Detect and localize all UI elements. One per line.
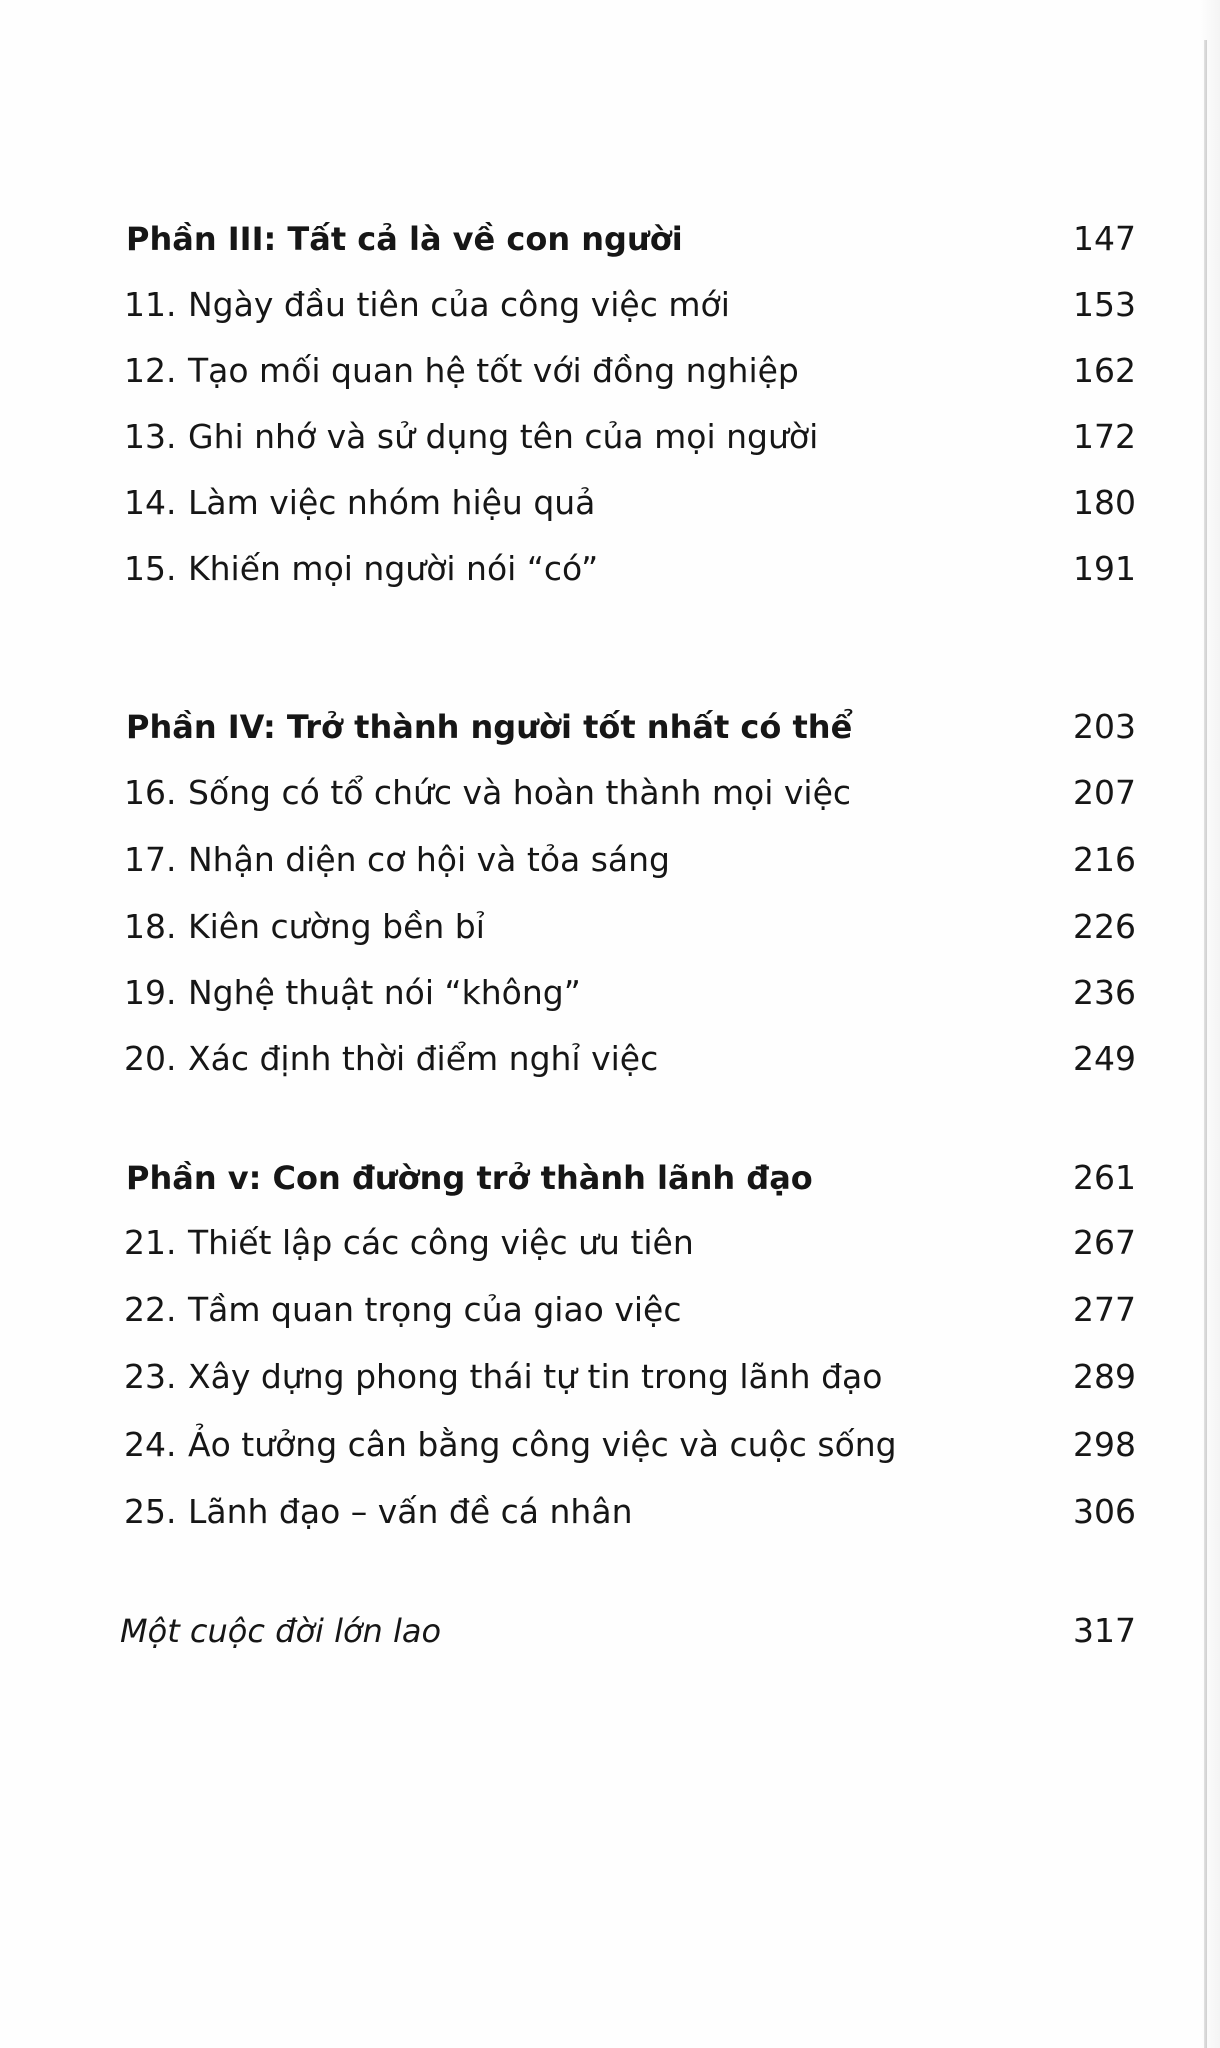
- toc-entry: [0, 478, 1220, 528]
- chapter-number: 21.: [124, 1223, 177, 1262]
- part-title: Phần III: Tất cả là về con người: [126, 220, 683, 258]
- chapter-title: Khiến mọi người nói “có”: [188, 549, 599, 588]
- chapter-title: Ghi nhớ và sử dụng tên của mọi người: [188, 417, 819, 456]
- chapter-number: 17.: [124, 840, 177, 879]
- page-number: 267: [1073, 1223, 1136, 1262]
- page-number: 249: [1073, 1039, 1136, 1078]
- toc-entry: [0, 1034, 1220, 1084]
- toc-entry: [0, 544, 1220, 594]
- chapter-title: Ngày đầu tiên của công việc mới: [188, 285, 730, 324]
- toc-entry: [0, 412, 1220, 462]
- page-number: 236: [1073, 973, 1136, 1012]
- toc-entry: [0, 902, 1220, 952]
- page-number: 162: [1073, 351, 1136, 390]
- chapter-number: 23.: [124, 1357, 177, 1396]
- chapter-title: Tạo mối quan hệ tốt với đồng nghiệp: [188, 351, 799, 390]
- chapter-title: Nhận diện cơ hội và tỏa sáng: [188, 840, 670, 879]
- page-number: 147: [1073, 219, 1136, 258]
- part-title: Phần v: Con đường trở thành lãnh đạo: [126, 1159, 813, 1197]
- toc-entry: [0, 1487, 1220, 1537]
- page-number: 277: [1073, 1290, 1136, 1329]
- page-number: 226: [1073, 907, 1136, 946]
- toc-entry: [0, 1352, 1220, 1402]
- chapter-title: Ảo tưởng cân bằng công việc và cuộc sống: [188, 1425, 897, 1464]
- page-number: 298: [1073, 1425, 1136, 1464]
- toc-entry: [0, 346, 1220, 396]
- toc-entry: [0, 835, 1220, 885]
- page-number: 261: [1073, 1158, 1136, 1197]
- chapter-title: Kiên cường bền bỉ: [188, 907, 485, 946]
- chapter-title: Thiết lập các công việc ưu tiên: [188, 1223, 694, 1262]
- page-number: 207: [1073, 773, 1136, 812]
- page-number: 317: [1073, 1611, 1136, 1650]
- chapter-number: 25.: [124, 1492, 177, 1531]
- page-number: 153: [1073, 285, 1136, 324]
- toc-epilogue: [0, 1606, 1220, 1656]
- chapter-title: Tầm quan trọng của giao việc: [188, 1290, 682, 1329]
- epilogue-title: Một cuộc đời lớn lao: [120, 1612, 442, 1650]
- chapter-number: 18.: [124, 907, 177, 946]
- chapter-title: Lãnh đạo – vấn đề cá nhân: [188, 1492, 633, 1531]
- chapter-title: Nghệ thuật nói “không”: [188, 973, 581, 1012]
- chapter-number: 20.: [124, 1039, 177, 1078]
- chapter-title: Xây dựng phong thái tự tin trong lãnh đạo: [188, 1357, 883, 1396]
- page-number: 306: [1073, 1492, 1136, 1531]
- toc-part-heading: [0, 1153, 1220, 1203]
- toc-entry: [0, 968, 1220, 1018]
- chapter-number: 24.: [124, 1425, 177, 1464]
- chapter-number: 22.: [124, 1290, 177, 1329]
- chapter-number: 16.: [124, 773, 177, 812]
- chapter-title: Làm việc nhóm hiệu quả: [188, 483, 596, 522]
- toc-entry: [0, 280, 1220, 330]
- page-number: 289: [1073, 1357, 1136, 1396]
- chapter-number: 13.: [124, 417, 177, 456]
- part-title: Phần IV: Trở thành người tốt nhất có thể: [126, 708, 853, 746]
- page-number: 191: [1073, 549, 1136, 588]
- page-number: 203: [1073, 707, 1136, 746]
- toc-entry: [0, 1285, 1220, 1335]
- chapter-number: 11.: [124, 285, 177, 324]
- chapter-number: 14.: [124, 483, 177, 522]
- page-number: 216: [1073, 840, 1136, 879]
- page-number: 172: [1073, 417, 1136, 456]
- toc-part-heading: [0, 702, 1220, 752]
- toc-entry: [0, 1218, 1220, 1268]
- toc-entry: [0, 768, 1220, 818]
- toc-part-heading: [0, 214, 1220, 264]
- chapter-title: Sống có tổ chức và hoàn thành mọi việc: [188, 773, 852, 812]
- toc-entry: [0, 1420, 1220, 1470]
- chapter-number: 12.: [124, 351, 177, 390]
- chapter-number: 15.: [124, 549, 177, 588]
- page-number: 180: [1073, 483, 1136, 522]
- chapter-title: Xác định thời điểm nghỉ việc: [188, 1039, 659, 1078]
- chapter-number: 19.: [124, 973, 177, 1012]
